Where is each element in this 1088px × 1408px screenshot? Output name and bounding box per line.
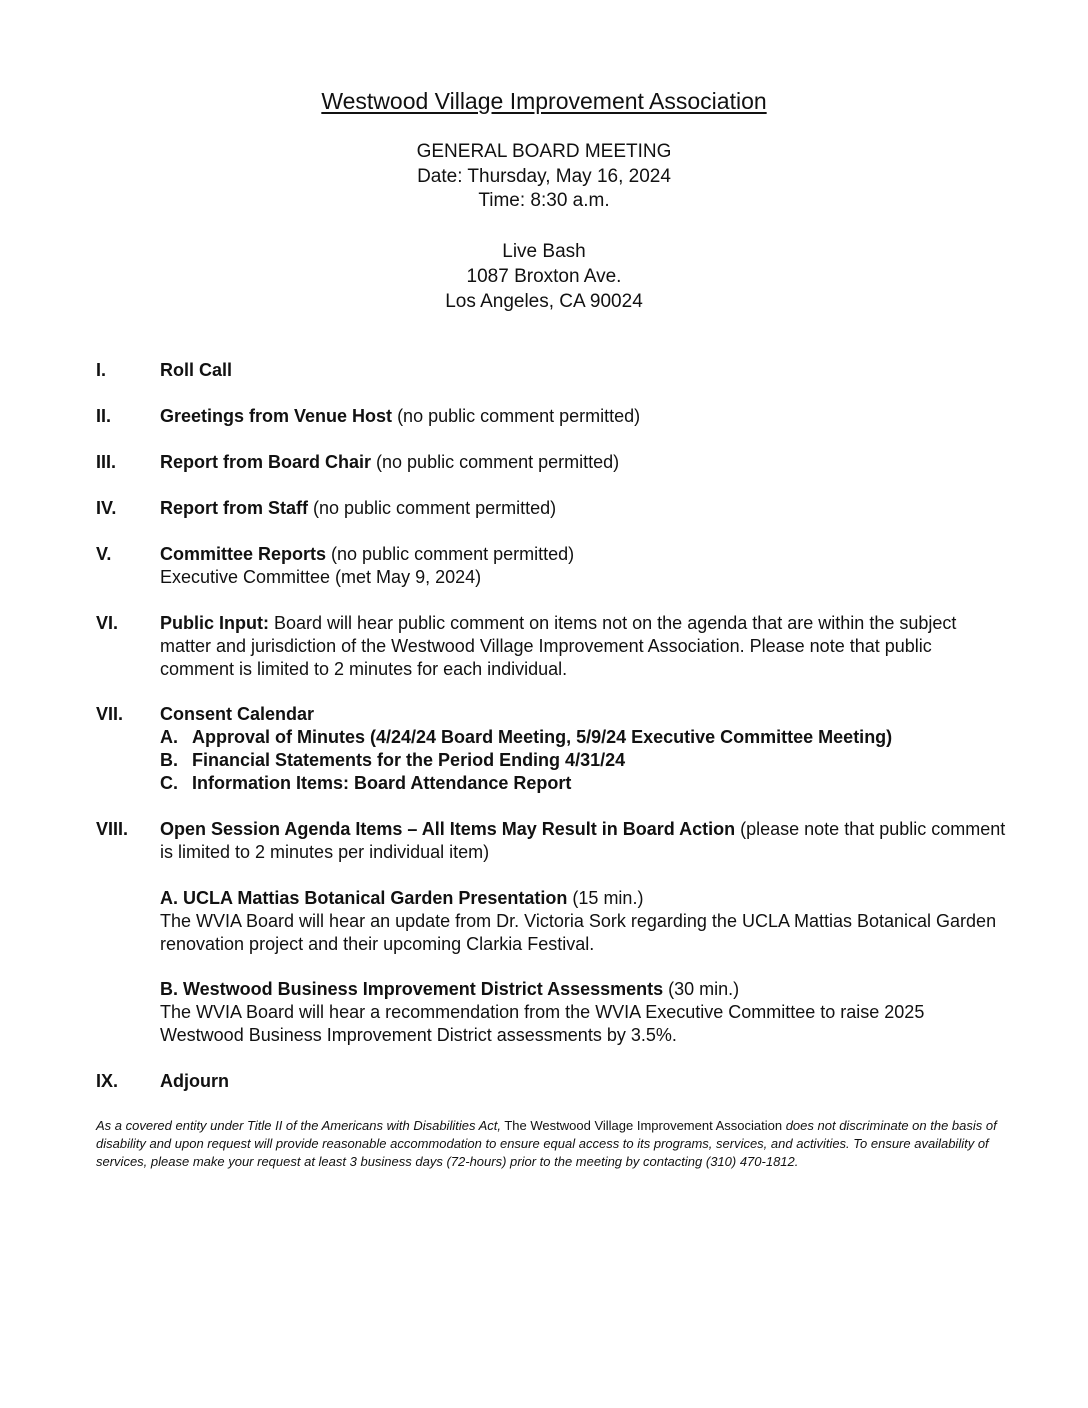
consent-item-a <box>160 726 1020 749</box>
consent-item-letter: B. <box>160 750 178 770</box>
open-session-item-b <box>160 978 1010 1047</box>
venue-name: Live Bash <box>502 241 586 262</box>
item-note: (no public comment permitted) <box>326 544 575 564</box>
agenda-item-public-input <box>160 612 1010 681</box>
item-number-vii: VII. <box>96 704 124 724</box>
session-item-body: The WVIA Board will hear an update from Dr. Victoria Sork regarding the UCLA Mattias Botanical Garden renovation project and their upcoming Clarkia Festival. <box>160 911 997 954</box>
item-number-v: V. <box>96 544 112 564</box>
item-note: (no public comment permitted) <box>308 498 557 518</box>
consent-item-letter: C. <box>160 773 178 793</box>
item-note: (no public comment permitted) <box>371 452 620 472</box>
session-item-title: B. Westwood Business Improvement District Assessments <box>160 979 664 999</box>
ada-notice-org: The Westwood Village Improvement Association <box>500 1118 786 1133</box>
agenda-item-consent-calendar <box>160 703 1020 726</box>
agenda-item-open-session <box>160 818 1010 864</box>
item-title: Report from Staff <box>160 498 308 518</box>
item-body: Board will hear public comment on items not on the agenda that are within the subject matter and jurisdiction of the Westwood Village Improvement Association. Please note that public comment is limited to 2 minutes for each individual. <box>160 613 957 679</box>
meeting-type: GENERAL BOARD MEETING <box>416 141 672 162</box>
consent-item-text: Financial Statements for the Period Ending 4/31/24 <box>192 750 626 770</box>
item-number-viii: VIII. <box>96 819 129 839</box>
item-number-ix: IX. <box>96 1071 119 1091</box>
item-title: Greetings from Venue Host <box>160 406 393 426</box>
session-item-duration: (15 min.) <box>567 888 644 908</box>
item-title: Consent Calendar <box>160 704 315 724</box>
ada-notice <box>96 1117 1026 1171</box>
session-item-body: The WVIA Board will hear a recommendation from the WVIA Executive Committee to raise 2025 Westwood Business Improvement District assessments by 3.5%. <box>160 1002 925 1045</box>
session-item-title: A. UCLA Mattias Botanical Garden Presentation <box>160 888 568 908</box>
venue-city: Los Angeles, CA 90024 <box>445 291 643 312</box>
agenda-item-adjourn <box>160 1070 1020 1093</box>
consent-item-text: Information Items: Board Attendance Report <box>192 773 572 793</box>
consent-item-b <box>160 749 1020 772</box>
item-title: Public Input: <box>160 613 269 633</box>
consent-item-letter: A. <box>160 727 178 747</box>
item-number-i: I. <box>96 360 107 380</box>
open-session-item-a <box>160 887 1010 956</box>
venue-address: 1087 Broxton Ave. <box>466 266 622 287</box>
item-number-ii: II. <box>96 406 112 426</box>
agenda-item-venue-host <box>160 405 1020 428</box>
item-detail: Executive Committee (met May 9, 2024) <box>160 567 482 587</box>
item-title: Open Session Agenda Items – All Items May Result in Board Action <box>160 819 736 839</box>
item-note: (please note that public comment is limited to 2 minutes per individual item) <box>160 819 1006 862</box>
meeting-time: Time: 8:30 a.m. <box>478 190 610 211</box>
ada-notice-part3: does not discriminate on the basis of disability and upon request will provide reasonable accommodation to ensure equal access to its programs, services, and activities. To ensure availability of services, please make your request at least 3 business days (72-hours) prior to the meeting by contacting (310) 470-1812. <box>96 1118 997 1169</box>
ada-notice-part1: As a covered entity under Title II of the Americans with Disabilities Act, <box>96 1118 501 1133</box>
item-number-iii: III. <box>96 452 117 472</box>
item-title: Report from Board Chair <box>160 452 372 472</box>
session-item-duration: (30 min.) <box>663 979 740 999</box>
item-number-vi: VI. <box>96 613 119 633</box>
organization-title: Westwood Village Improvement Association <box>321 88 767 114</box>
consent-item-c <box>160 772 1020 795</box>
item-title: Adjourn <box>160 1071 229 1091</box>
agenda-item-roll-call <box>160 359 1020 382</box>
agenda-item-staff <box>160 497 1020 520</box>
agenda-item-committee-reports <box>160 543 1020 589</box>
item-number-iv: IV. <box>96 498 117 518</box>
item-title: Committee Reports <box>160 544 327 564</box>
meeting-date: Date: Thursday, May 16, 2024 <box>417 166 671 187</box>
item-title: Roll Call <box>160 360 233 380</box>
consent-item-text: Approval of Minutes (4/24/24 Board Meeting, 5/9/24 Executive Committee Meeting) <box>192 727 893 747</box>
item-note: (no public comment permitted) <box>392 406 641 426</box>
agenda-item-board-chair <box>160 451 1020 474</box>
